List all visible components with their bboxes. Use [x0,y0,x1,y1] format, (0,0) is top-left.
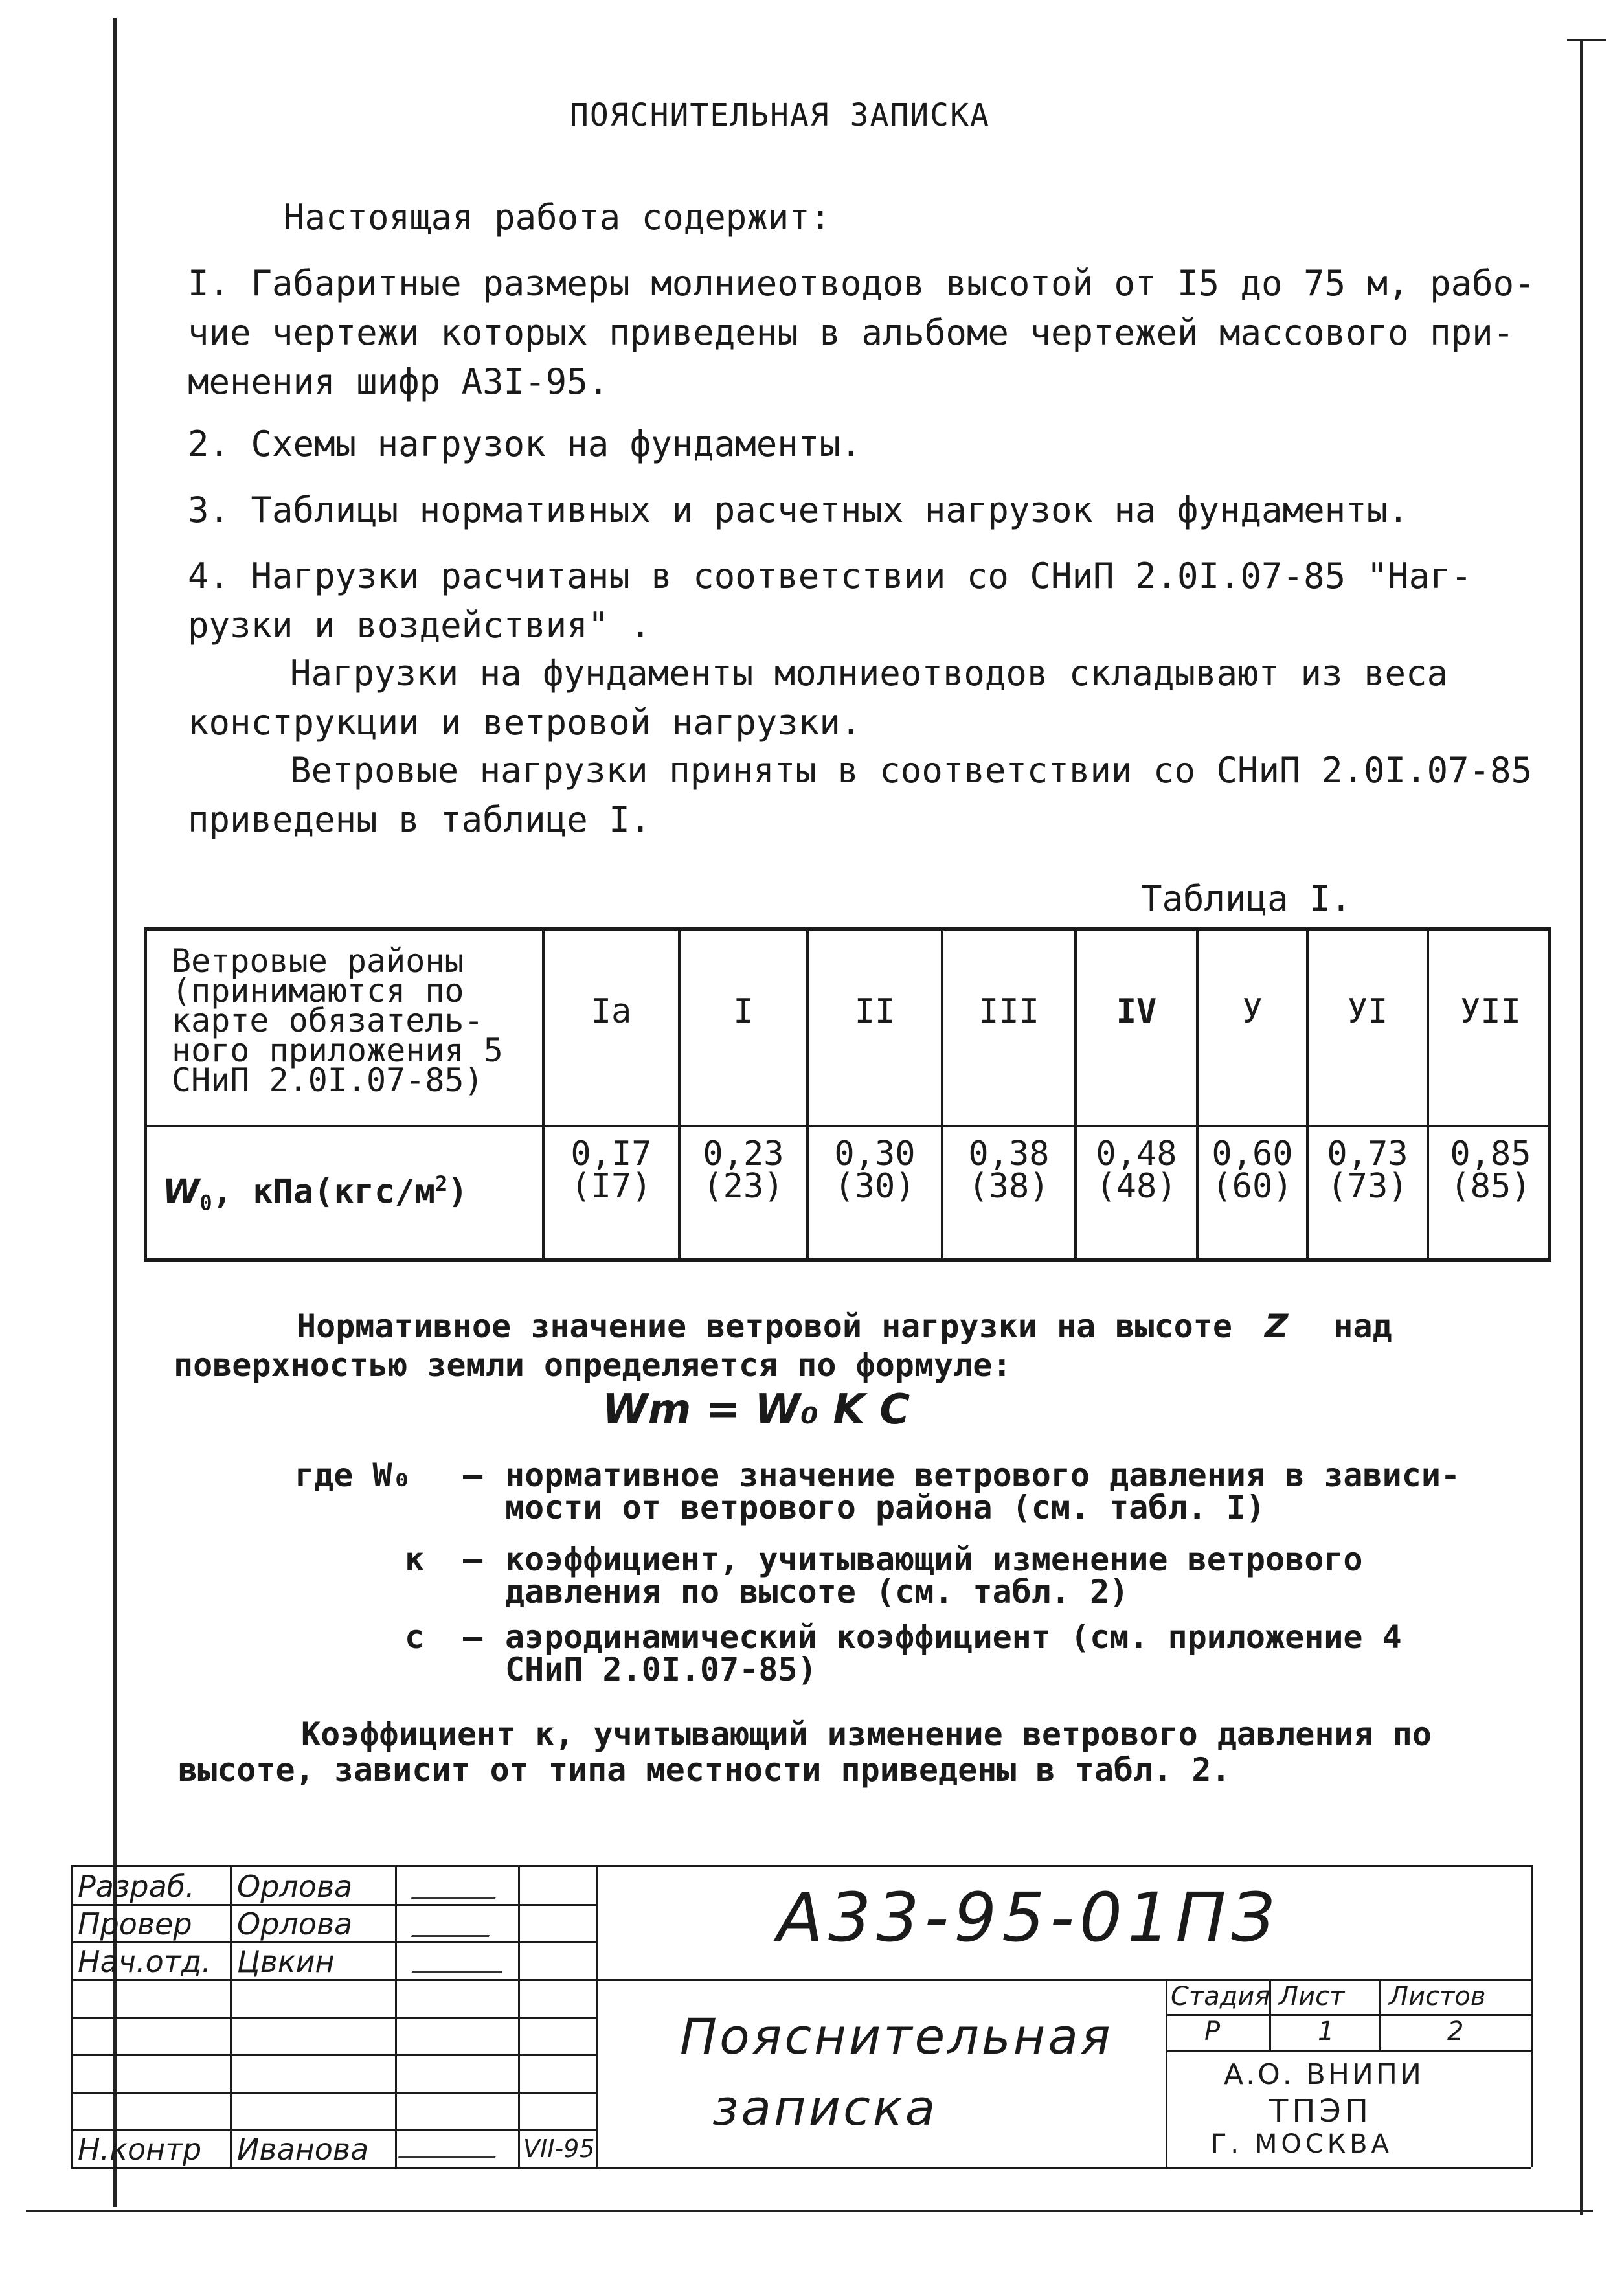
table-col-divider [542,931,545,1258]
where-key-c: с [405,1618,425,1656]
item-1-line-2: чие чертежи которых приведены в альбоме чертежей массового при- [188,312,1515,353]
signature [411,1917,495,1937]
normative-line-2: поверхностью земли определяется по формуле: [174,1346,1012,1384]
wind-load-formula: Wm = W₀ K C [602,1386,910,1434]
table-header-label: Ветровые районы (принимаются по карте обязатель- ного приложения 5 СНиП 2.0I.07-85) [172,942,503,1099]
signature [411,1954,508,1973]
where-c-line-2: СНиП 2.0I.07-85) [505,1651,817,1688]
document-title-line-1: Пояснительная [680,2008,1113,2065]
normative-line-1: Нормативное значение ветровой нагрузки на высоте Z над [297,1307,1392,1345]
table-col-divider [806,931,809,1258]
coef-para-line-1: Коэффициент к, учитывающий изменение ветрового давления по [301,1715,1432,1753]
pressure-value-cell: 0,60 (60) [1212,1135,1293,1206]
wind-regions-table [144,927,1551,1262]
stamp-stage: Р [1204,2017,1221,2046]
page-title: ПОЯСНИТЕЛЬНАЯ ЗАПИСКА [570,97,990,133]
intro-text: Настоящая работа содержит: [284,197,831,238]
stamp-col-sheets: Листов [1389,1982,1486,2011]
signature [398,2137,502,2158]
org-line-1: А.О. ВНИПИ [1224,2058,1424,2091]
stamp-name: Орлова [237,1907,353,1941]
table-col-divider [1074,931,1077,1258]
where-dash: – [463,1541,483,1578]
stamp-role: Н.контр [78,2132,202,2167]
org-line-2: ТПЭП [1269,2093,1373,2129]
org-line-3: Г. МОСКВА [1211,2129,1393,2159]
stamp-role: Нач.отд. [78,1944,211,1979]
table-col-divider [678,931,681,1258]
region-header: III [978,992,1039,1031]
stamp-name: Цвкин [237,1944,335,1979]
stamp-name: Иванова [237,2132,369,2167]
stamp-role: Разраб. [78,1869,195,1904]
stamp-col-stage: Стадия [1171,1982,1270,2011]
stamp-sheet: 1 [1318,2017,1335,2046]
item-1-line-3: менения шифр А3I-95. [188,361,609,402]
stamp-sheets: 2 [1447,2017,1464,2046]
pressure-value-cell: 0,85 (85) [1450,1135,1531,1206]
stamp-date: VII-95 [523,2134,595,2163]
loads-para-line-1: Нагрузки на фундаменты молниеотводов складывают из веса [290,653,1449,694]
pressure-value-cell: 0,48 (48) [1096,1135,1177,1206]
pressure-value-cell: 0,23 (23) [703,1135,784,1206]
where-w0-line-1: нормативное значение ветрового давления в зависи- [505,1456,1461,1494]
where-w0-line-2: мости от ветрового района (см. табл. I) [505,1489,1265,1526]
stamp-role: Провер [78,1907,192,1941]
where-key-w0: где W₀ [295,1456,412,1494]
where-dash: – [463,1618,483,1656]
stamp-top-line [71,1865,1531,1867]
item-3-line-1: 3. Таблицы нормативных и расчетных нагрузок на фундаменты. [188,490,1409,530]
region-header: IV [1116,992,1157,1031]
pressure-value-cell: 0,38 (38) [968,1135,1050,1206]
region-header: Iа [591,992,632,1031]
frame-right-border [1580,39,1583,2215]
where-k-line-1: коэффициент, учитывающий изменение ветрового [505,1541,1363,1578]
item-1-line-1: I. Габаритные размеры молниеотводов высотой от I5 до 75 м, рабо- [188,263,1535,304]
where-dash: – [463,1456,483,1494]
table-col-divider [941,931,943,1258]
item-4-line-1: 4. Нагрузки расчитаны в соответствии со СНиП 2.0I.07-85 "Наг- [188,556,1472,596]
where-k-line-2: давления по высоте (см. табл. 2) [505,1573,1129,1611]
stamp-name: Орлова [237,1869,353,1904]
wind-para-line-1: Ветровые нагрузки приняты в соответствии со СНиП 2.0I.07-85 [290,750,1533,791]
region-header: I [733,992,754,1031]
signature [411,1878,502,1899]
region-header: II [854,992,896,1031]
region-header: УI [1347,992,1388,1031]
frame-bottom-border [26,2210,1593,2212]
region-header: У [1242,992,1263,1031]
pressure-value-cell: 0,30 (30) [834,1135,916,1206]
table-col-divider [1306,931,1309,1258]
table-col-divider [1196,931,1199,1258]
document-code: А33-95-01ПЗ [777,1878,1280,1957]
pressure-row-label: $W_0$, $кПа(кгс/м^2)$ [163,1171,468,1216]
where-c-line-1: аэродинамический коэффициент (см. приложение 4 [505,1618,1402,1656]
pressure-value-cell: 0,I7 (I7) [570,1135,652,1206]
item-2-line-1: 2. Схемы нагрузок на фундаменты. [188,424,862,464]
table-row-divider [147,1125,1548,1127]
loads-para-line-2: конструкции и ветровой нагрузки. [188,702,862,743]
region-header: УII [1460,992,1521,1031]
wind-para-line-2: приведены в таблице I. [188,799,651,840]
document-title-line-2: записка [712,2079,938,2136]
table-caption: Таблица I. [1141,878,1352,919]
coef-para-line-2: высоте, зависит от типа местности приведены в табл. 2. [178,1751,1231,1789]
table-col-divider [1427,931,1429,1258]
pressure-value-cell: 0,73 (73) [1327,1135,1408,1206]
item-4-line-2: рузки и воздействия" . [188,605,651,646]
where-key-k: к [405,1541,425,1578]
frame-top-mark [1567,39,1606,41]
stamp-col-sheet: Лист [1279,1982,1345,2011]
